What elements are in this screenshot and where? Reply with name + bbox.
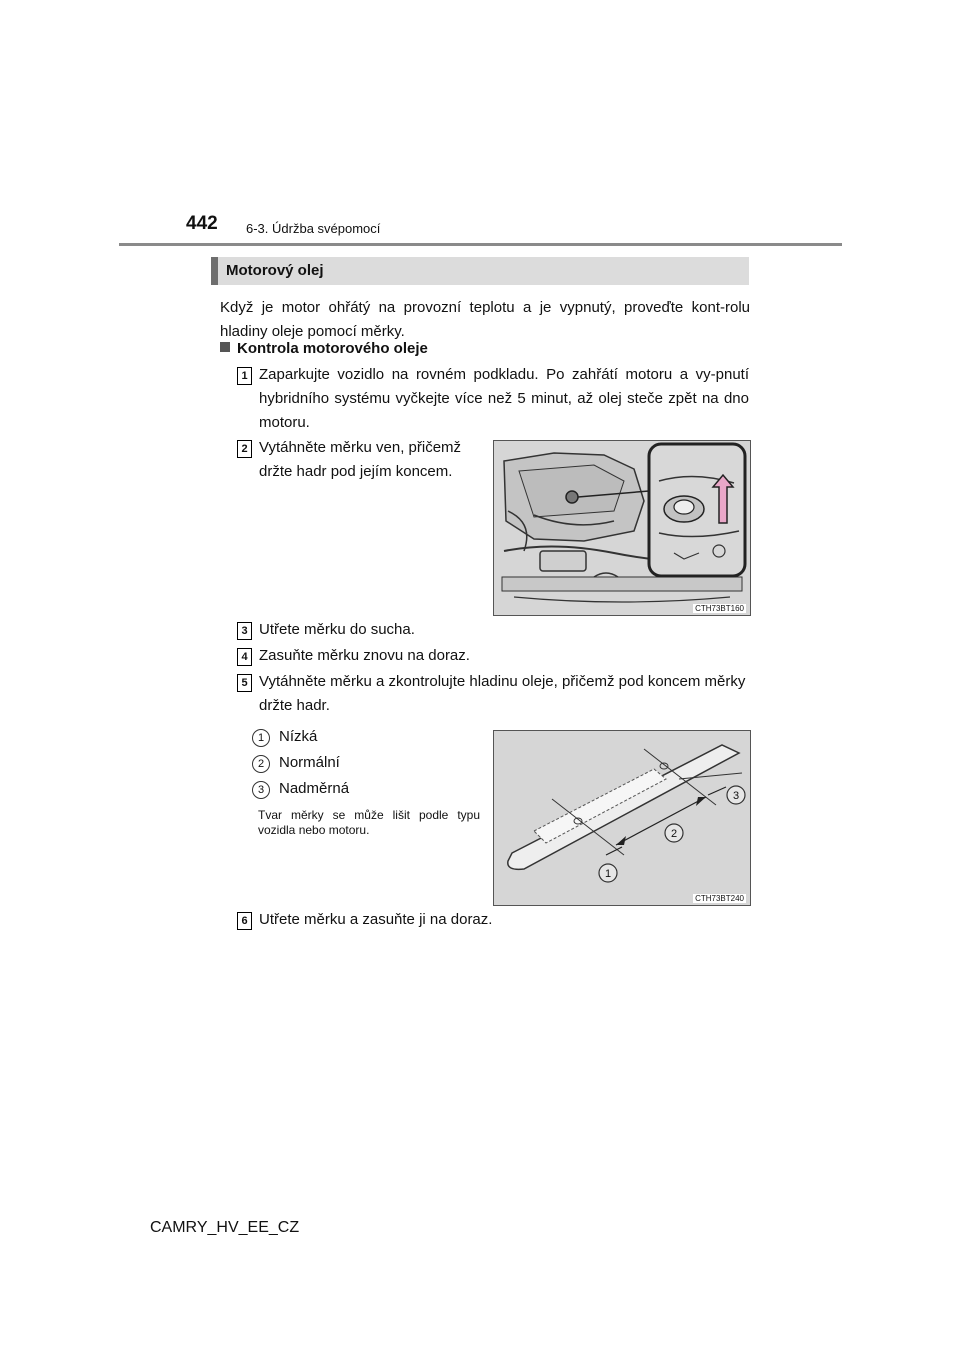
step-text: Zaparkujte vozidlo na rovném podkladu. Po zahřátí motoru a vy-pnutí hybridního systému vyčkejte více než 5 minut, až olej steče zpět na dno motoru.: [259, 366, 749, 431]
step-text: Vytáhněte měrku a zkontrolujte hladinu oleje, přičemž pod koncem měrky držte hadr.: [259, 673, 746, 714]
intro-paragraph: Když je motor ohřátý na provozní teplotu a je vypnutý, proveďte kont-rolu hladiny oleje pomocí měrky.: [220, 299, 750, 340]
page-title: Motorový olej: [226, 262, 324, 279]
footer-model-code: CAMRY_HV_EE_CZ: [150, 1219, 300, 1236]
step-number: 2: [237, 440, 252, 458]
dipstick-figure: [493, 730, 751, 906]
legend-label: Nadměrná: [279, 780, 350, 797]
note-text: Tvar měrky se může lišit podle typu vozidla nebo motoru.: [258, 808, 480, 837]
engine-figure: [493, 440, 751, 616]
step-number: 4: [237, 648, 252, 666]
dipstick-illustration: [494, 731, 750, 905]
step-number: 1: [237, 367, 252, 385]
legend-number: 1: [252, 729, 270, 747]
svg-text:2: 2: [670, 828, 678, 840]
figure-code: CTH73BT240: [695, 894, 744, 903]
step-text: Utřete měrku do sucha.: [259, 621, 415, 638]
svg-text:1: 1: [604, 868, 612, 880]
step-number: 6: [237, 912, 252, 930]
section-title: 6-3. Údržba svépomocí: [246, 221, 381, 236]
legend-number: 2: [252, 755, 270, 773]
step-number: 5: [237, 674, 252, 692]
step-text: Zasuňte měrku znovu na doraz.: [259, 647, 470, 664]
subheading-text: Kontrola motorového oleje: [237, 340, 428, 357]
title-bar: [211, 257, 749, 285]
step-text: Utřete měrku a zasuňte ji na doraz.: [259, 911, 493, 928]
legend-label: Nízká: [279, 728, 318, 745]
header-rule: [119, 243, 842, 246]
page-number: 442: [186, 213, 218, 234]
subheading: [220, 340, 428, 357]
square-bullet-icon: [220, 342, 230, 352]
title-accent: [211, 257, 218, 285]
step-number: 3: [237, 622, 252, 640]
step-text: Vytáhněte měrku ven, přičemž držte hadr pod jejím koncem.: [259, 439, 462, 480]
legend-number: 3: [252, 781, 270, 799]
engine-illustration: [494, 441, 750, 615]
legend-label: Normální: [279, 754, 340, 771]
figure-code: CTH73BT160: [695, 604, 744, 613]
svg-text:3: 3: [732, 790, 740, 802]
